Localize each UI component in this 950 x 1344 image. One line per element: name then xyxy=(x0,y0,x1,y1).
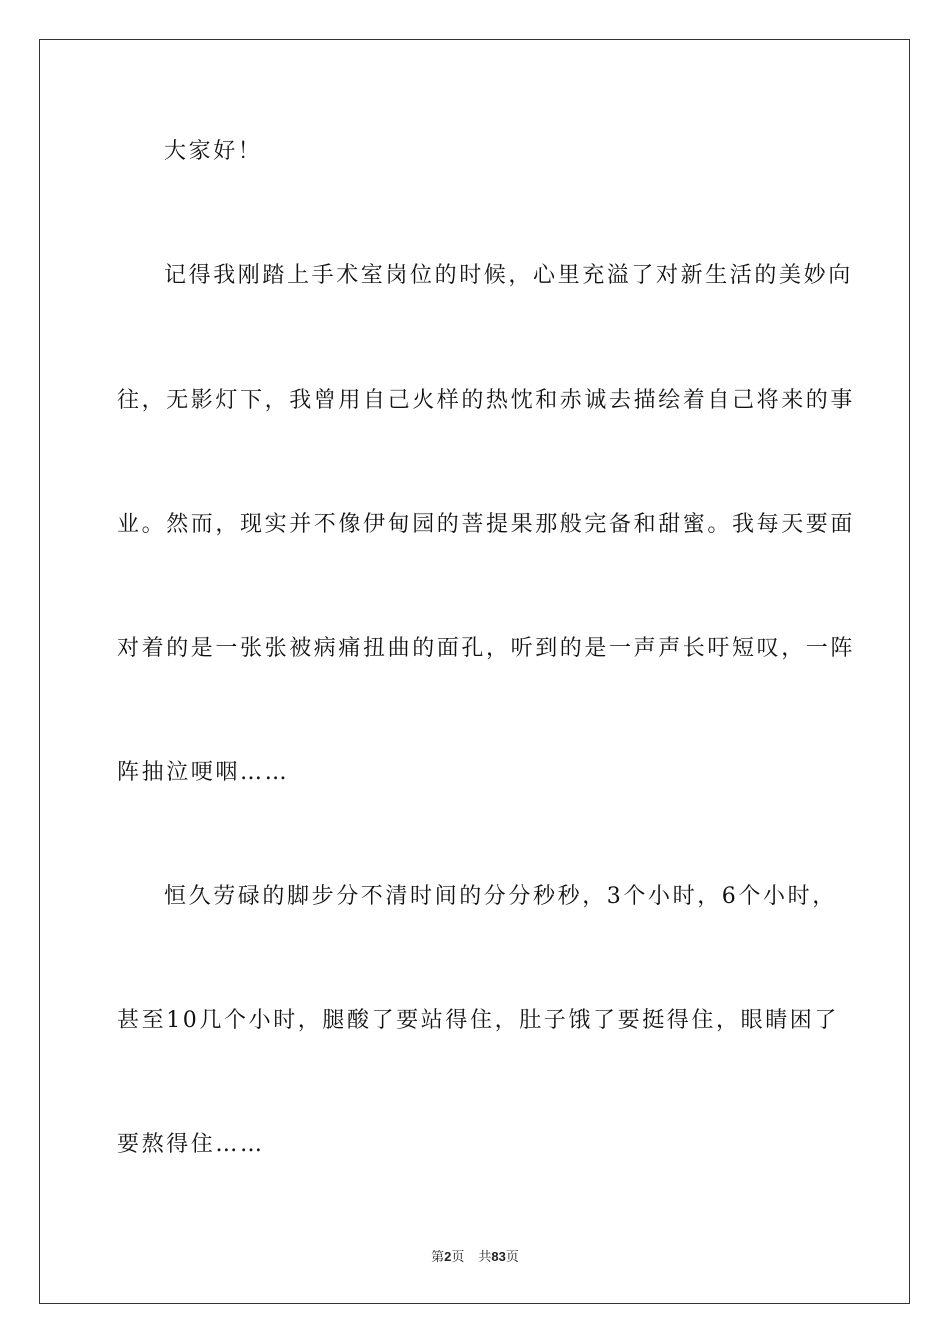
total-pages: 83 xyxy=(491,1249,506,1264)
page-footer xyxy=(0,1248,950,1267)
total-suffix: 页 xyxy=(505,1250,519,1265)
paragraph-2-line-3: 要熬得住…… xyxy=(117,1132,265,1157)
greeting-line: 大家好！ xyxy=(164,139,263,164)
paragraph-1-line-2: 往，无影灯下，我曾用自己火样的热忱和赤诚去描绘着自己将来的事 xyxy=(117,388,856,413)
paragraph-2-line-2: 甚至10几个小时，腿酸了要站得住，肚子饿了要挺得住，眼睛困了 xyxy=(117,1008,839,1033)
total-prefix: 共 xyxy=(478,1250,492,1265)
page-prefix: 第 xyxy=(431,1250,445,1265)
paragraph-1-line-4: 对着的是一张张被病痛扭曲的面孔，听到的是一声声长吁短叹，一阵 xyxy=(117,636,856,661)
paragraph-2-line-1: 恒久劳碌的脚步分不清时间的分分秒秒，3个小时，6个小时， xyxy=(164,884,837,909)
page-suffix: 页 xyxy=(451,1250,465,1265)
paragraph-1-line-5: 阵抽泣哽咽…… xyxy=(117,760,290,785)
page-number: 2 xyxy=(444,1249,452,1264)
paragraph-1-line-3: 业。然而，现实并不像伊甸园的菩提果那般完备和甜蜜。我每天要面 xyxy=(117,512,856,537)
paragraph-1-line-1: 记得我刚踏上手术室岗位的时候，心里充溢了对新生活的美妙向 xyxy=(164,263,853,288)
page-border xyxy=(39,39,910,1304)
